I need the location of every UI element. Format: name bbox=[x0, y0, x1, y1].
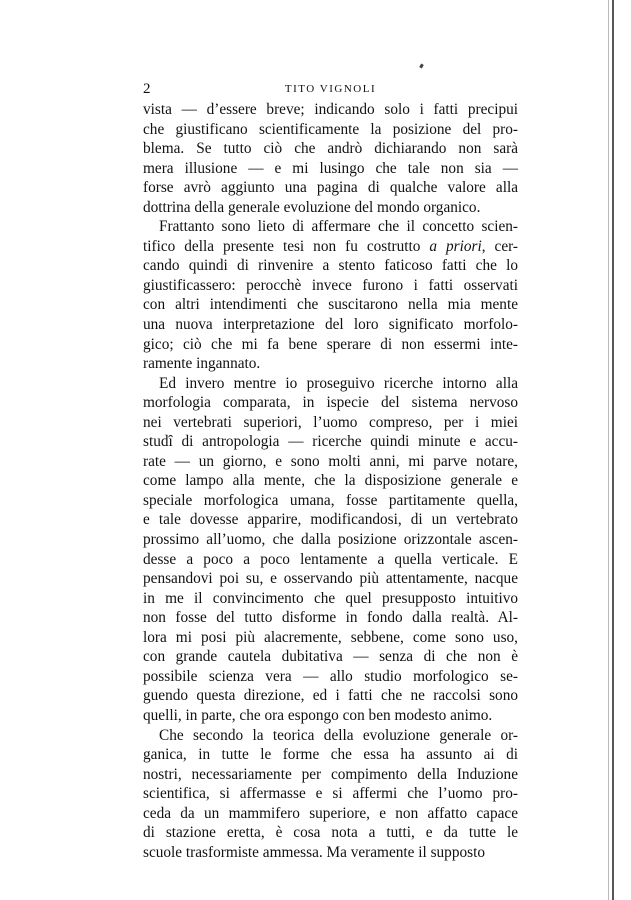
text-line-content: vista — d’essere breve; indicando solo i fatti precipui bbox=[143, 101, 518, 118]
text-line-content: e tale dovesse apparire, modificandosi, di un vertebrato bbox=[143, 511, 518, 529]
text-line-content: pensandovi poi su, e osservando più attentamente, nacque bbox=[143, 570, 518, 588]
text-line-content: quelli, in parte, che ora espongo con ben modesto animo. bbox=[143, 706, 493, 724]
text-line bbox=[143, 354, 518, 374]
text-line-content: una nuova interpretazione del loro significato morfolo- bbox=[143, 316, 518, 334]
text-line bbox=[143, 139, 518, 159]
text-line bbox=[143, 745, 518, 765]
paragraph bbox=[143, 217, 518, 373]
text-line bbox=[143, 804, 518, 824]
text-line-content: dottrina della generale evoluzione del mondo organico. bbox=[143, 198, 481, 216]
text-line bbox=[143, 198, 518, 218]
text-line-content: con altri intendimenti che suscitarono nella mia mente bbox=[143, 296, 518, 314]
text-line-content: mera illusione — e mi lusingo che tale non sia — bbox=[143, 159, 518, 177]
text-line-content: prossimo all’uomo, che dalla posizione orizzontale ascen- bbox=[143, 531, 518, 549]
text-line bbox=[143, 569, 518, 589]
text-line-content: speciale morfologica umana, fosse partitamente quella, bbox=[143, 491, 518, 509]
text-line-content: non fosse del tutto disforme in fondo dalla realtà. Al- bbox=[143, 609, 518, 627]
text-line bbox=[143, 295, 518, 315]
text-line bbox=[143, 589, 518, 609]
text-line bbox=[143, 765, 518, 785]
text-line bbox=[143, 647, 518, 667]
text-line-content: tifico della presente tesi non fu costrutto bbox=[143, 237, 430, 255]
text-line bbox=[143, 471, 518, 491]
paragraph bbox=[143, 374, 518, 726]
text-line bbox=[143, 667, 518, 687]
text-line bbox=[143, 491, 518, 511]
text-line-content: in me il convincimento che quel presupposto intuitivo bbox=[143, 589, 518, 607]
text-line bbox=[143, 784, 518, 804]
text-line-content: studî di antropologia — ricerche quindi minute e accu- bbox=[143, 433, 518, 451]
text-line bbox=[143, 843, 518, 863]
text-line bbox=[143, 530, 518, 550]
text-line-content: rate — un giorno, e sono molti anni, mi parve notare, bbox=[143, 452, 518, 470]
text-line-content: cando quindi di rinvenire a stento faticoso fatti che lo bbox=[143, 257, 518, 275]
text-line-content: morfologia comparata, in ispecie del sistema nervoso bbox=[143, 394, 518, 412]
text-line-content: Frattanto sono lieto di affermare che il concetto scien- bbox=[159, 218, 518, 236]
text-line bbox=[143, 276, 518, 296]
text-line bbox=[143, 159, 518, 179]
page-edge-shadow bbox=[608, 0, 609, 900]
text-line-content: giustificassero: perocchè invece furono i fatti osservati bbox=[143, 276, 518, 294]
text-line bbox=[143, 706, 518, 726]
page-number: 2 bbox=[143, 81, 151, 97]
text-line-content: desse a poco a poco lentamente a quella verticale. E bbox=[143, 550, 518, 568]
text-line bbox=[143, 237, 518, 257]
text-line bbox=[143, 608, 518, 628]
paragraph bbox=[143, 726, 518, 863]
text-line bbox=[143, 686, 518, 706]
text-line-content: scientifica, si affermasse e si affermi che l’uomo pro- bbox=[143, 785, 518, 803]
ink-speck bbox=[419, 64, 424, 69]
text-line bbox=[143, 726, 518, 746]
text-line bbox=[143, 550, 518, 570]
text-line bbox=[143, 823, 518, 843]
text-line-content: blema. Se tutto ciò che andrò dichiarando non sarà bbox=[143, 140, 518, 158]
text-line bbox=[143, 120, 518, 140]
text-line-content: ceda da un mammifero superiore, e non affatto capace bbox=[143, 804, 518, 822]
text-line bbox=[143, 628, 518, 648]
text-line-content: Ed invero mentre io proseguivo ricerche intorno alla bbox=[159, 374, 518, 392]
text-line bbox=[143, 374, 518, 394]
text-line-content: nei vertebrati superiori, l’uomo compreso, per i miei bbox=[143, 413, 518, 431]
text-line bbox=[143, 178, 518, 198]
italic-phrase: a priori bbox=[429, 237, 482, 255]
text-line bbox=[143, 432, 518, 452]
text-line-content: ramente ingannato. bbox=[143, 355, 261, 373]
text-line-content: possibile scienza vera — allo studio morfologico se- bbox=[143, 667, 518, 685]
text-line bbox=[143, 393, 518, 413]
text-line-content: come lampo alla mente, che la disposizione generale e bbox=[143, 472, 518, 490]
text-line-content: di stazione eretta, è cosa nota a tutti, e da tutte le bbox=[143, 824, 518, 842]
text-line-content: guendo questa direzione, ed i fatti che ne raccolsi sono bbox=[143, 687, 518, 705]
text-line bbox=[143, 510, 518, 530]
text-line bbox=[143, 315, 518, 335]
body-text bbox=[143, 100, 518, 862]
page-edge-line bbox=[612, 0, 614, 900]
text-line-content: forse avrò aggiunto una pagina di qualche valore alla bbox=[143, 179, 518, 197]
page-header bbox=[143, 80, 518, 98]
text-line bbox=[143, 217, 518, 237]
text-line-tail: , cer- bbox=[481, 237, 518, 255]
text-line bbox=[143, 256, 518, 276]
text-line-content: lora mi posi più alacremente, sebbene, come sono uso, bbox=[143, 628, 518, 646]
text-line-content: che giustificano scientificamente la posizione del pro- bbox=[143, 120, 518, 138]
text-line-content: con grande cautela dubitativa — senza di che non è bbox=[143, 648, 518, 666]
text-line-content: Che secondo la teorica della evoluzione generale or- bbox=[159, 726, 518, 744]
text-line bbox=[143, 452, 518, 472]
text-line bbox=[143, 413, 518, 433]
text-line-content: ganica, in tutte le forme che essa ha assunto ai di bbox=[143, 746, 518, 764]
text-line-content: nostri, necessariamente per compimento della Induzione bbox=[143, 765, 518, 783]
running-head: TITO VIGNOLI bbox=[284, 83, 377, 95]
paragraph bbox=[143, 100, 518, 217]
text-line bbox=[143, 100, 518, 120]
text-line bbox=[143, 335, 518, 355]
text-line-content: scuole trasformiste ammessa. Ma veramente il supposto bbox=[143, 843, 485, 861]
text-line-content: gico; ciò che mi fa bene sperare di non essermi inte- bbox=[143, 335, 518, 353]
